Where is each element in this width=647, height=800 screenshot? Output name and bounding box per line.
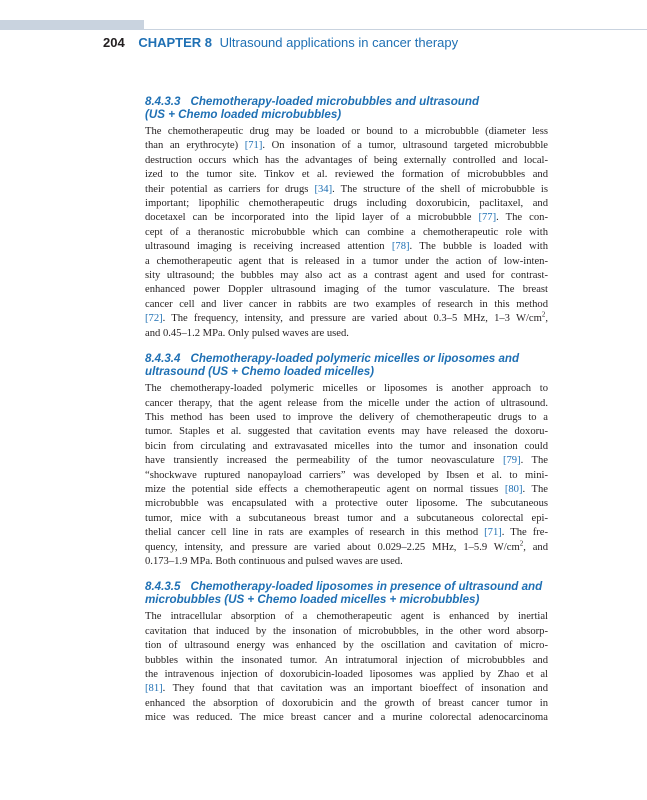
citation-link[interactable]: [81] (145, 683, 163, 695)
section-heading-8-4-3-3 (145, 95, 548, 121)
citation-link[interactable]: [71] (484, 527, 502, 539)
text-line: a chemotherapeutic agent that is released in a tumor under the action of low-inten- (145, 255, 548, 267)
section-number: 8.4.3.5 (145, 580, 181, 594)
section-title: Chemotherapy-loaded liposomes in presence of ultrasound and (190, 580, 543, 594)
paragraph-8-4-3-5 (145, 610, 548, 725)
section-number: 8.4.3.4 (145, 352, 181, 366)
text-line: “shockwave ruptured nanopayload carriers” was developed by Ibsen et al. to mini- (145, 469, 548, 481)
section-title-line2: (US + Chemo loaded microbubbles) (145, 108, 342, 121)
text-line: bicin from circulating and extravasated micelles into the tumor and insonation could (145, 440, 548, 452)
chapter-label: CHAPTER 8 (138, 35, 213, 50)
section-title-line2: ultrasound (US + Chemo loaded micelles) (145, 365, 375, 379)
text-line: This method has been used to improve the delivery of chemotherapeutic drugs to a (145, 411, 548, 423)
text-line: mize the potential side effects a chemotherapeutic agent on normal tissues [80]. The (145, 483, 549, 495)
citation-link[interactable]: [71] (244, 140, 263, 152)
header-rule (144, 29, 647, 30)
section-heading-8-4-3-5 (145, 580, 548, 606)
text-line: quency, intensity, and pressure are varied about 0.029–2.25 MHz, 1–5.9 $W/cm^2$, and (145, 539, 549, 553)
text-line: mice was reduced. The mice breast cancer and a murine colorectal adenocarcinoma (145, 712, 548, 724)
text-line: destruction occurs which has the advantages of being externally controlled and local- (145, 154, 548, 166)
section-heading-line (145, 580, 548, 593)
text-line: have transiently increased the permeability of the tumor neovasculature [79]. The (145, 455, 548, 467)
header-color-bar (0, 20, 144, 30)
text-line: tumor. Staples et al. suggested that cavitation events may have released the doxoru- (145, 426, 548, 438)
section-heading-8-4-3-4 (145, 352, 548, 378)
text-line: sity ultrasound; the bubbles may also act as a contrast agent and used for contrast- (145, 270, 548, 282)
running-head (103, 35, 458, 51)
text-line: their potential as carriers for drugs [34]. The structure of the shell of microbubble is (145, 183, 548, 195)
text-line: than an erythrocyte) [71]. On insonation of a tumor, ultrasound targeted microbubble (145, 140, 548, 152)
text-line: The intracellular absorption of a chemotherapeutic agent is enhanced by inertial (145, 611, 548, 623)
text-line: tion of ultrasound energy was enhanced by the oscillation and cavitation of micro- (145, 640, 548, 652)
citation-link[interactable]: [79] (502, 455, 521, 467)
text-line: docetaxel can be incorporated into the lipid layer of a microbubble [77]. The con- (145, 212, 548, 224)
text-line: enhanced power Doppler ultrasound imaging of the tumor vasculature. The breast (145, 284, 548, 296)
page-number: 204 (103, 35, 125, 50)
text-line: 0.173–1.9 MPa. Both continuous and pulsed waves are used. (145, 555, 403, 567)
text-line: important; lipophilic chemotherapeutic drugs including doxorubicin, paclitaxel, and (145, 198, 548, 210)
section-title: Chemotherapy-loaded polymeric micelles or liposomes and (190, 352, 520, 366)
section-title-line2: microbubbles (US + Chemo loaded micelles + microbubbles) (145, 593, 480, 607)
text-line: bubbles within the insonated tumor. An intratumoral injection of microbubbles and (145, 654, 548, 666)
text-line: ized to the tumor site. Tinkov et al. reviewed the formation of microbubbles and (145, 169, 548, 181)
text-line: [81]. They found that that cavitation was an important bioeffect of insonation and (145, 683, 548, 695)
text-line: cavitation that induced by the insonation of microbubbles, in the other word absorp- (145, 625, 548, 637)
text-line: cancer therapy, that the agent release from the micelle under the action of ultrasound. (145, 397, 548, 409)
citation-link[interactable]: [34] (314, 183, 333, 195)
text-line: tumor, mice with a subcutaneous breast tumor and a subcutaneous colorectal epi- (145, 512, 548, 524)
text-line: The chemotherapy-loaded polymeric micelles or liposomes is another approach to (145, 383, 548, 395)
section-title: Chemotherapy-loaded microbubbles and ultrasound (190, 95, 480, 108)
text-line: the intravenous injection of doxorubicin-loaded liposomes was applied by Zhao et al (145, 669, 548, 680)
citation-link[interactable]: [77] (478, 212, 497, 224)
text-line: cept of a theranostic microbubble which can combine a chemotherapeutic role with (145, 226, 548, 238)
text-line: and 0.45–1.2 MPa. Only pulsed waves are used. (145, 327, 349, 339)
text-line: microbubble was encapsulated with a protective outer liposome. The subcutaneous (145, 498, 548, 510)
section-heading-line (145, 352, 548, 365)
text-line: ultrasound imaging is receiving increased attention [78]. The bubble is loaded with (145, 241, 549, 253)
citation-link[interactable]: [78] (391, 241, 410, 253)
paragraph-8-4-3-3 (145, 125, 548, 341)
citation-link[interactable]: [72] (145, 313, 163, 325)
text-line: enhanced the absorption of doxorubicin and the growth of breast cancer tumor in (145, 697, 548, 709)
citation-link[interactable]: [80] (504, 483, 523, 495)
page-content (145, 95, 548, 736)
text-line: cancer cell and liver cancer in rabbits are two examples of research in this method (145, 298, 548, 310)
section-number: 8.4.3.3 (145, 95, 181, 108)
text-line: [72]. The frequency, intensity, and pressure are varied about 0.3–5 MHz, 1–3 $W/cm^2$, (145, 310, 548, 325)
section-heading-line (145, 95, 548, 108)
paragraph-8-4-3-4 (145, 382, 548, 569)
text-line: The chemotherapeutic drug may be loaded or bound to a microbubble (diameter less (145, 126, 548, 137)
chapter-title: Ultrasound applications in cancer therapy (219, 35, 459, 50)
text-line: thelial cancer cell line in rats are examples of research in this method [71]. The fre- (145, 527, 548, 539)
